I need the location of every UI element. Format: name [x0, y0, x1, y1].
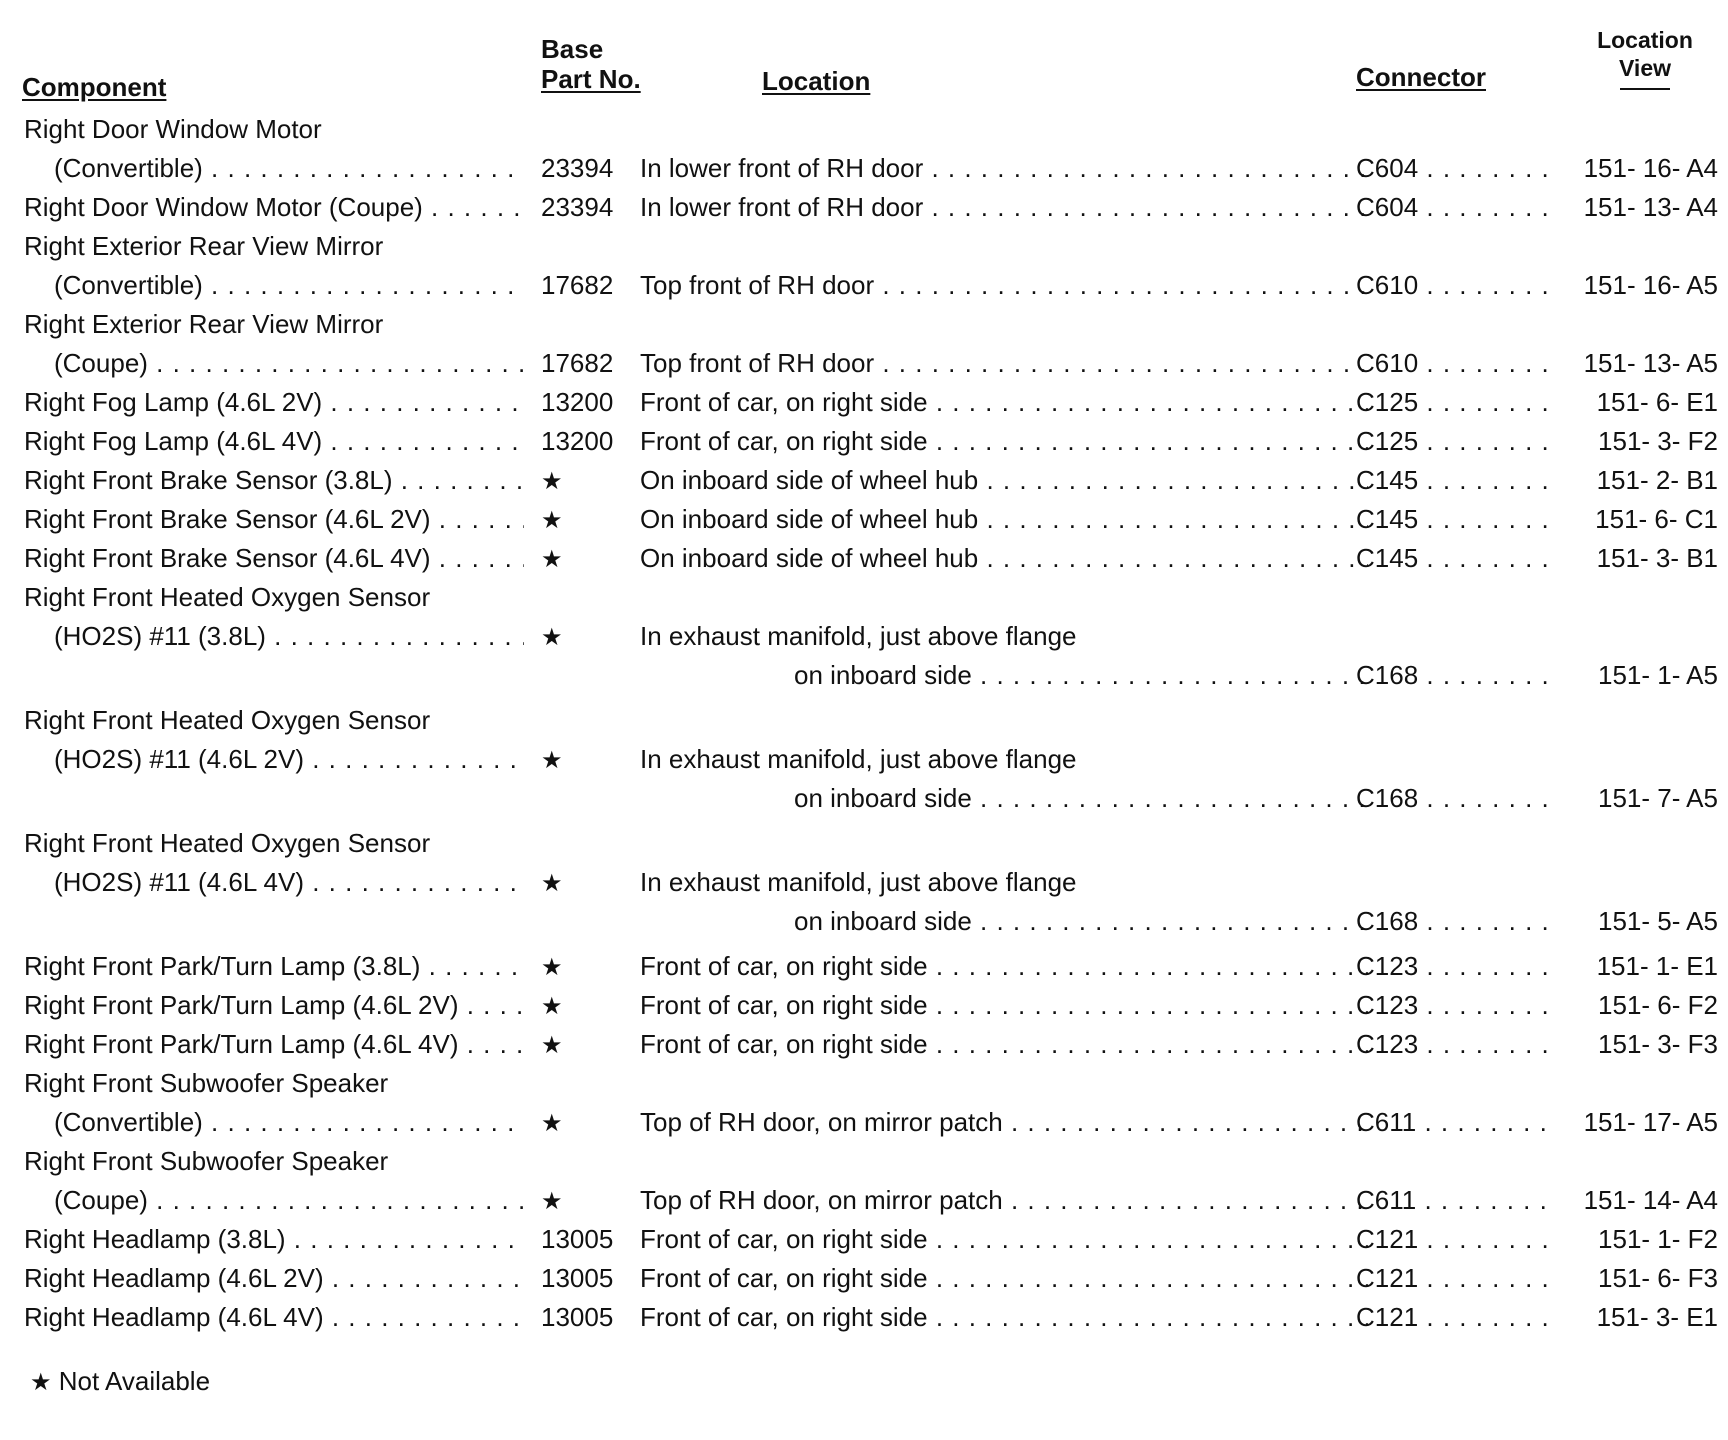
component-name-text: Right Front Park/Turn Lamp (4.6L 2V) . . .	[24, 986, 524, 1025]
location-view	[1560, 500, 1718, 539]
component-name-text: Right Front Heated Oxygen Sensor	[24, 582, 431, 612]
connector-id-text: C604 . . .	[1356, 188, 1552, 227]
component-name-cont-text: (Convertible) . . .	[54, 266, 524, 305]
table-row	[0, 1142, 1728, 1220]
location-view-text: 151- 13- A4	[1583, 192, 1718, 222]
component-name-cont-text: (Coupe) . . .	[54, 344, 524, 383]
part-number	[541, 1259, 641, 1298]
row-line	[0, 617, 1728, 656]
location-view-text: 151- 2- B1	[1596, 465, 1718, 495]
part-number	[541, 1298, 641, 1337]
part-number-text: ★	[541, 1110, 563, 1137]
location-view	[1560, 1259, 1718, 1298]
component-name	[24, 1259, 524, 1298]
location-text-cont	[794, 656, 1368, 695]
location-text	[640, 1103, 1368, 1142]
row-line	[0, 149, 1728, 188]
table-row	[0, 1259, 1728, 1298]
location-text-text: In exhaust manifold, just above flange	[640, 621, 1077, 651]
location-view-text: 151- 6- E1	[1596, 387, 1718, 417]
header-part-bottom: Part No.	[541, 64, 641, 94]
row-line	[0, 266, 1728, 305]
component-name-text: Right Front Heated Oxygen Sensor	[24, 705, 431, 735]
table-row	[0, 824, 1728, 941]
component-name-cont-text: (Convertible) . . .	[54, 149, 524, 188]
location-text-cont	[794, 779, 1368, 818]
part-number	[541, 617, 641, 656]
connector-id-text: C604 . . .	[1356, 149, 1552, 188]
location-text	[640, 947, 1368, 986]
component-name	[24, 305, 524, 344]
table-row	[0, 422, 1728, 461]
location-text	[640, 149, 1368, 188]
header-connector	[1356, 62, 1486, 92]
component-name-text: Right Front Heated Oxygen Sensor	[24, 828, 431, 858]
connector-id	[1356, 1181, 1552, 1220]
row-line	[0, 500, 1728, 539]
row-line	[0, 1142, 1728, 1181]
component-name-text: Right Fog Lamp (4.6L 4V) . . .	[24, 422, 524, 461]
part-number	[541, 266, 641, 305]
component-name	[24, 1025, 524, 1064]
connector-id	[1356, 188, 1552, 227]
table-row	[0, 1220, 1728, 1259]
location-text-text: Front of car, on right side . . .	[640, 1220, 1368, 1259]
location-text-text: Top front of RH door . . .	[640, 344, 1368, 383]
connector-id	[1356, 656, 1552, 695]
component-name-cont-text: (HO2S) #11 (4.6L 4V) . . .	[54, 863, 524, 902]
component-name-text: Right Front Brake Sensor (4.6L 2V) . . .	[24, 500, 524, 539]
location-view-text: 151- 3- F2	[1598, 426, 1718, 456]
location-view	[1560, 1220, 1718, 1259]
component-name	[24, 422, 524, 461]
row-line	[0, 947, 1728, 986]
location-text-text: Top of RH door, on mirror patch . . .	[640, 1181, 1368, 1220]
location-view	[1560, 461, 1718, 500]
connector-id-text: C145 . . .	[1356, 500, 1552, 539]
component-name	[24, 227, 524, 266]
connector-id	[1356, 266, 1552, 305]
location-view-text: 151- 5- A5	[1598, 906, 1718, 936]
location-text-text: Top of RH door, on mirror patch . . .	[640, 1103, 1368, 1142]
row-line	[0, 110, 1728, 149]
location-view-text: 151- 3- F3	[1598, 1029, 1718, 1059]
connector-id	[1356, 947, 1552, 986]
connector-id-text: C610 . . .	[1356, 344, 1552, 383]
table-row	[0, 461, 1728, 500]
part-number-text: ★	[541, 954, 563, 981]
part-number	[541, 1181, 641, 1220]
row-line	[0, 1025, 1728, 1064]
header-part-top: Base	[541, 34, 604, 64]
row-line	[0, 779, 1728, 818]
location-view-text: 151- 1- F2	[1598, 1224, 1718, 1254]
location-text-text: Front of car, on right side . . .	[640, 1259, 1368, 1298]
row-line	[0, 422, 1728, 461]
connector-id-text: C125 . . .	[1356, 383, 1552, 422]
component-name	[24, 500, 524, 539]
part-number-text: ★	[541, 870, 563, 897]
connector-id-text: C121 . . .	[1356, 1259, 1552, 1298]
location-text	[640, 422, 1368, 461]
component-name-cont	[54, 344, 524, 383]
connector-id	[1356, 902, 1552, 941]
component-name	[24, 824, 524, 863]
row-line	[0, 305, 1728, 344]
part-number	[541, 863, 641, 902]
table-row	[0, 110, 1728, 188]
connector-id-text: C145 . . .	[1356, 461, 1552, 500]
table-row	[0, 500, 1728, 539]
row-line	[0, 1298, 1728, 1337]
connector-id-text: C125 . . .	[1356, 422, 1552, 461]
connector-id	[1356, 149, 1552, 188]
location-view-text: 151- 3- E1	[1596, 1302, 1718, 1332]
part-number	[541, 1103, 641, 1142]
table-row	[0, 383, 1728, 422]
table-row	[0, 1064, 1728, 1142]
header-component-label: Component	[22, 72, 167, 102]
connector-id	[1356, 539, 1552, 578]
table-row	[0, 539, 1728, 578]
connector-id	[1356, 1298, 1552, 1337]
component-name	[24, 947, 524, 986]
location-text-text: Front of car, on right side . . .	[640, 1298, 1368, 1337]
component-name	[24, 1298, 524, 1337]
header-location-label: Location	[762, 66, 871, 96]
row-line	[0, 1181, 1728, 1220]
component-name-text: Right Door Window Motor	[24, 114, 322, 144]
part-number	[541, 422, 641, 461]
row-line	[0, 1259, 1728, 1298]
location-text	[640, 986, 1368, 1025]
table-row	[0, 305, 1728, 383]
location-view	[1560, 1025, 1718, 1064]
location-text	[640, 1181, 1368, 1220]
location-text-text: Front of car, on right side . . .	[640, 947, 1368, 986]
row-line	[0, 863, 1728, 902]
row-line	[0, 824, 1728, 863]
component-name-text: Right Door Window Motor (Coupe) . . .	[24, 188, 524, 227]
component-table	[0, 110, 1728, 1337]
part-number-text: 17682	[541, 270, 614, 300]
component-name	[24, 383, 524, 422]
component-name-text: Right Front Brake Sensor (4.6L 4V) . . .	[24, 539, 524, 578]
location-text	[640, 500, 1368, 539]
table-row	[0, 578, 1728, 695]
location-view	[1560, 1181, 1718, 1220]
location-view	[1560, 656, 1718, 695]
component-name-cont	[54, 863, 524, 902]
part-number	[541, 1025, 641, 1064]
part-number-text: 13005	[541, 1263, 614, 1293]
connector-id	[1356, 383, 1552, 422]
location-view-text: 151- 6- C1	[1595, 504, 1718, 534]
component-name-text: Right Front Brake Sensor (3.8L) . . .	[24, 461, 524, 500]
row-line	[0, 539, 1728, 578]
connector-id-text: C121 . . .	[1356, 1298, 1552, 1337]
location-view-text: 151- 17- A5	[1583, 1107, 1718, 1137]
header-view-bottom: View	[1619, 55, 1671, 81]
header-location-view	[1580, 26, 1710, 90]
star-icon: ★	[30, 1369, 52, 1396]
table-row	[0, 188, 1728, 227]
component-name-cont	[54, 1181, 524, 1220]
location-view	[1560, 383, 1718, 422]
location-text-cont	[794, 902, 1368, 941]
component-name-cont-text: (Convertible) . . .	[54, 1103, 524, 1142]
component-name-text: Right Exterior Rear View Mirror	[24, 231, 384, 261]
component-name	[24, 1142, 524, 1181]
component-name-text: Right Front Park/Turn Lamp (3.8L) . . .	[24, 947, 524, 986]
table-row	[0, 1298, 1728, 1337]
connector-id	[1356, 1220, 1552, 1259]
row-line	[0, 188, 1728, 227]
location-text-cont-text: on inboard side . . .	[794, 656, 1368, 695]
part-number-text: ★	[541, 993, 563, 1020]
part-number	[541, 539, 641, 578]
table-row	[0, 986, 1728, 1025]
component-name-cont	[54, 266, 524, 305]
row-line	[0, 986, 1728, 1025]
location-view-text: 151- 13- A5	[1583, 348, 1718, 378]
location-view	[1560, 422, 1718, 461]
location-view	[1560, 344, 1718, 383]
row-line	[0, 740, 1728, 779]
location-view-text: 151- 16- A4	[1583, 153, 1718, 183]
location-text	[640, 188, 1368, 227]
table-row	[0, 1025, 1728, 1064]
header-location	[762, 66, 870, 96]
connector-id	[1356, 1259, 1552, 1298]
connector-id-text: C145 . . .	[1356, 539, 1552, 578]
row-line	[0, 656, 1728, 695]
location-view-text: 151- 16- A5	[1583, 270, 1718, 300]
connector-id-text: C611 . . .	[1356, 1103, 1552, 1142]
row-line	[0, 461, 1728, 500]
component-name-text: Right Front Subwoofer Speaker	[24, 1146, 389, 1176]
part-number	[541, 383, 641, 422]
component-name-text: Right Exterior Rear View Mirror	[24, 309, 384, 339]
part-number-text: ★	[541, 507, 563, 534]
location-text-text: Top front of RH door . . .	[640, 266, 1368, 305]
part-number-text: 13005	[541, 1302, 614, 1332]
part-number	[541, 344, 641, 383]
connector-id	[1356, 986, 1552, 1025]
table-row	[0, 227, 1728, 305]
location-view-text: 151- 1- A5	[1598, 660, 1718, 690]
location-view-text: 151- 6- F2	[1598, 990, 1718, 1020]
component-name	[24, 461, 524, 500]
row-line	[0, 1064, 1728, 1103]
location-view	[1560, 986, 1718, 1025]
part-number	[541, 740, 641, 779]
component-name	[24, 1064, 524, 1103]
component-name-text: Right Headlamp (4.6L 2V) . . .	[24, 1259, 524, 1298]
part-number-text: ★	[541, 624, 563, 651]
location-text-text: Front of car, on right side . . .	[640, 422, 1368, 461]
connector-id-text: C611 . . .	[1356, 1181, 1552, 1220]
connector-id-text: C168 . . .	[1356, 902, 1552, 941]
location-text	[640, 617, 1368, 656]
location-text	[640, 266, 1368, 305]
location-view	[1560, 188, 1718, 227]
part-number-text: ★	[541, 546, 563, 573]
connector-id-text: C123 . . .	[1356, 947, 1552, 986]
component-name	[24, 539, 524, 578]
part-number-text: ★	[541, 747, 563, 774]
location-text	[640, 383, 1368, 422]
header-component	[22, 72, 166, 102]
component-name	[24, 701, 524, 740]
component-name-cont	[54, 617, 524, 656]
part-number	[541, 188, 641, 227]
component-name	[24, 188, 524, 227]
row-line	[0, 344, 1728, 383]
connector-id-text: C168 . . .	[1356, 656, 1552, 695]
row-line	[0, 1220, 1728, 1259]
part-number-text: 17682	[541, 348, 614, 378]
header-connector-label: Connector	[1356, 62, 1486, 92]
part-number-text: ★	[541, 1188, 563, 1215]
connector-id-text: C610 . . .	[1356, 266, 1552, 305]
component-name-cont	[54, 740, 524, 779]
header-view-top: Location	[1597, 27, 1693, 53]
location-view	[1560, 779, 1718, 818]
connector-id	[1356, 461, 1552, 500]
location-view-text: 151- 7- A5	[1598, 783, 1718, 813]
connector-id	[1356, 779, 1552, 818]
header-view-rule	[1620, 88, 1670, 90]
component-name-text: Right Headlamp (4.6L 4V) . . .	[24, 1298, 524, 1337]
connector-id	[1356, 1103, 1552, 1142]
row-line	[0, 701, 1728, 740]
part-number-text: 13200	[541, 426, 614, 456]
location-text-text: Front of car, on right side . . .	[640, 986, 1368, 1025]
location-text-text: In lower front of RH door . . .	[640, 188, 1368, 227]
location-text-text: In exhaust manifold, just above flange	[640, 744, 1077, 774]
location-text	[640, 1298, 1368, 1337]
location-text	[640, 863, 1368, 902]
connector-id-text: C123 . . .	[1356, 986, 1552, 1025]
component-name	[24, 986, 524, 1025]
location-text-text: On inboard side of wheel hub . . .	[640, 539, 1368, 578]
row-line	[0, 227, 1728, 266]
connector-id	[1356, 344, 1552, 383]
location-view	[1560, 1298, 1718, 1337]
component-name-cont-text: (HO2S) #11 (3.8L) . . .	[54, 617, 524, 656]
part-number	[541, 1220, 641, 1259]
location-text	[640, 1220, 1368, 1259]
component-name-text: Right Front Subwoofer Speaker	[24, 1068, 389, 1098]
header-base-part-no	[541, 34, 641, 94]
location-view	[1560, 266, 1718, 305]
connector-id-text: C168 . . .	[1356, 779, 1552, 818]
component-name-cont-text: (HO2S) #11 (4.6L 2V) . . .	[54, 740, 524, 779]
part-number-text: 13005	[541, 1224, 614, 1254]
location-text-text: In lower front of RH door . . .	[640, 149, 1368, 188]
connector-id	[1356, 1025, 1552, 1064]
location-text-text: On inboard side of wheel hub . . .	[640, 500, 1368, 539]
component-name	[24, 110, 524, 149]
location-view	[1560, 902, 1718, 941]
part-number-text: ★	[541, 468, 563, 495]
table-row	[0, 701, 1728, 818]
location-text	[640, 740, 1368, 779]
row-line	[0, 902, 1728, 941]
location-text	[640, 344, 1368, 383]
part-number-text: 13200	[541, 387, 614, 417]
part-number-text: 23394	[541, 153, 614, 183]
location-text-text: Front of car, on right side . . .	[640, 383, 1368, 422]
component-name	[24, 578, 524, 617]
row-line	[0, 383, 1728, 422]
location-view	[1560, 539, 1718, 578]
location-view	[1560, 947, 1718, 986]
row-line	[0, 578, 1728, 617]
component-name-cont	[54, 1103, 524, 1142]
component-name-cont	[54, 149, 524, 188]
location-text-cont-text: on inboard side . . .	[794, 902, 1368, 941]
location-view-text: 151- 6- F3	[1598, 1263, 1718, 1293]
part-number	[541, 986, 641, 1025]
location-text-text: On inboard side of wheel hub . . .	[640, 461, 1368, 500]
location-view-text: 151- 1- E1	[1596, 951, 1718, 981]
row-line	[0, 1103, 1728, 1142]
component-name-cont-text: (Coupe) . . .	[54, 1181, 524, 1220]
part-number-text: 23394	[541, 192, 614, 222]
location-view	[1560, 149, 1718, 188]
location-text	[640, 539, 1368, 578]
component-name	[24, 1220, 524, 1259]
location-text-text: In exhaust manifold, just above flange	[640, 867, 1077, 897]
connector-id	[1356, 500, 1552, 539]
footnote-text: Not Available	[58, 1366, 211, 1396]
location-view	[1560, 1103, 1718, 1142]
part-number	[541, 461, 641, 500]
table-row	[0, 947, 1728, 986]
location-text-cont-text: on inboard side . . .	[794, 779, 1368, 818]
location-text	[640, 1025, 1368, 1064]
location-text-text: Front of car, on right side . . .	[640, 1025, 1368, 1064]
part-number-text: ★	[541, 1032, 563, 1059]
location-text	[640, 461, 1368, 500]
location-view-text: 151- 14- A4	[1583, 1185, 1718, 1215]
part-number	[541, 149, 641, 188]
component-name-text: Right Fog Lamp (4.6L 2V) . . .	[24, 383, 524, 422]
connector-id	[1356, 422, 1552, 461]
part-number	[541, 500, 641, 539]
component-name-text: Right Front Park/Turn Lamp (4.6L 4V) . . .	[24, 1025, 524, 1064]
part-number	[541, 947, 641, 986]
footnote	[30, 1365, 210, 1399]
location-text	[640, 1259, 1368, 1298]
component-name-text: Right Headlamp (3.8L) . . .	[24, 1220, 524, 1259]
connector-id-text: C123 . . .	[1356, 1025, 1552, 1064]
location-view-text: 151- 3- B1	[1596, 543, 1718, 573]
connector-id-text: C121 . . .	[1356, 1220, 1552, 1259]
